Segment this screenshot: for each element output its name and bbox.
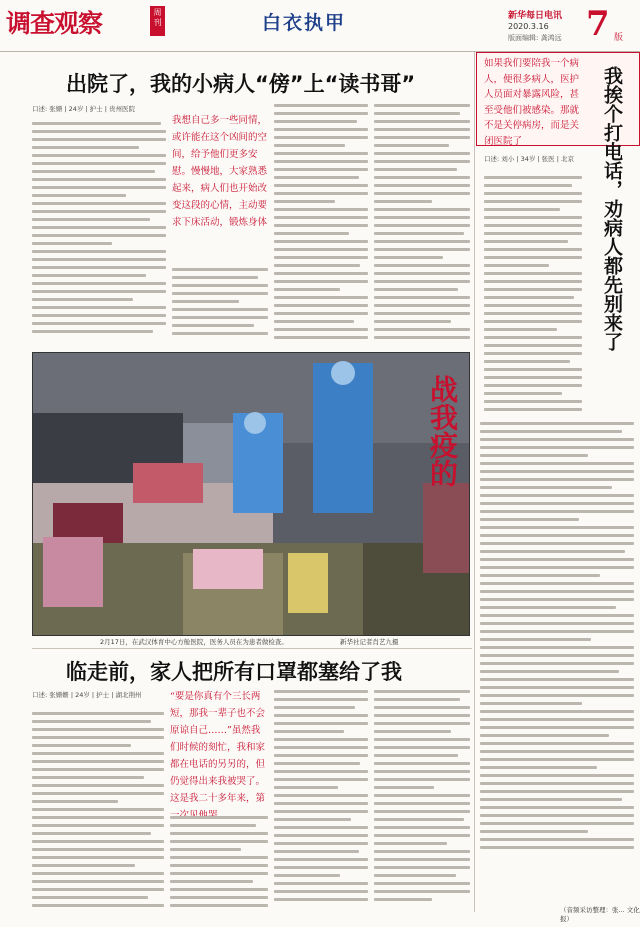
photo-credit: 新华社记者肖艺九摄 [340,638,399,646]
article2-text-col1 [32,712,164,912]
article1-pull-quote: 我想自己多一些同情，或许能在这个凶间的空间，给予他们更多安慰。慢慢地，大家熟悉起来，病人们也开始改变这段的心情，主动要求下床活动，锻炼身体 [172,115,268,228]
footer-note: （音频采访整理：张... 文化报） [560,906,640,923]
page-editor: 版面编辑: 龚鸿远 [508,34,562,42]
sidebar-byline: 口述: 刘小 | 34岁 | 张医 | 北京 [484,155,574,163]
sidebar-headline: 我挨个打电话，劝病人都先别来了 [601,66,623,351]
article1-text-col1 [32,122,166,344]
article2-text-col3 [274,690,368,912]
sidebar-text-col1 [484,176,582,416]
page-number: 7 [586,4,610,44]
page-suffix: 版 [614,33,624,43]
article1-text-col2 [172,268,268,346]
article2-headline: 临走前，家人把所有口罩都塞给了我 [66,660,402,684]
article2-text-col4 [374,690,470,912]
sidebar-text-col2 [480,422,634,900]
article2-text-col2 [170,816,268,912]
column-divider [474,52,475,912]
masthead [0,0,640,52]
column-logo: 调查观察 [6,9,103,38]
article1-headline: 出院了，我的小病人“傍”上“读书哥” [66,72,416,96]
article2-pull-quote: “要是你真有个三长两短，那我一辈子也不会原谅自己……”虽然我们时候的刻忙，我和家都在电话的另另的，但仍觉得出来我被哭了。这是我二十多年来，第 [170,691,266,804]
article1-text-col3 [274,104,368,346]
paper-name: 新华每日电讯 [508,11,563,21]
article2-byline: 口述: 张姗姗 | 24岁 | 护士 | 湖北荆州 [32,691,142,699]
section-divider [32,648,472,649]
logo-tag: 周刊 [150,6,165,36]
article1-text-col4 [374,104,470,346]
sidebar-quote: 如果我们要陪我一个病人，便很多病人，医护人员面对暴露风险，甚至受他们被感染。那就不是关停病房，而是关闭医院了 [484,58,580,147]
hospital-photo [32,352,470,636]
photo-caption: 2月17日，在武汉体育中心方舱医院，医务人员在为患者做检查。 [100,638,288,646]
section-title: 白衣执甲 [262,12,347,34]
article1-byline: 口述: 张姗 | 24岁 | 护士 | 贵州医院 [32,105,135,113]
photo-overlay-text: 战我疫的 [426,375,459,487]
issue-date: 2020.3.16 [508,22,549,31]
